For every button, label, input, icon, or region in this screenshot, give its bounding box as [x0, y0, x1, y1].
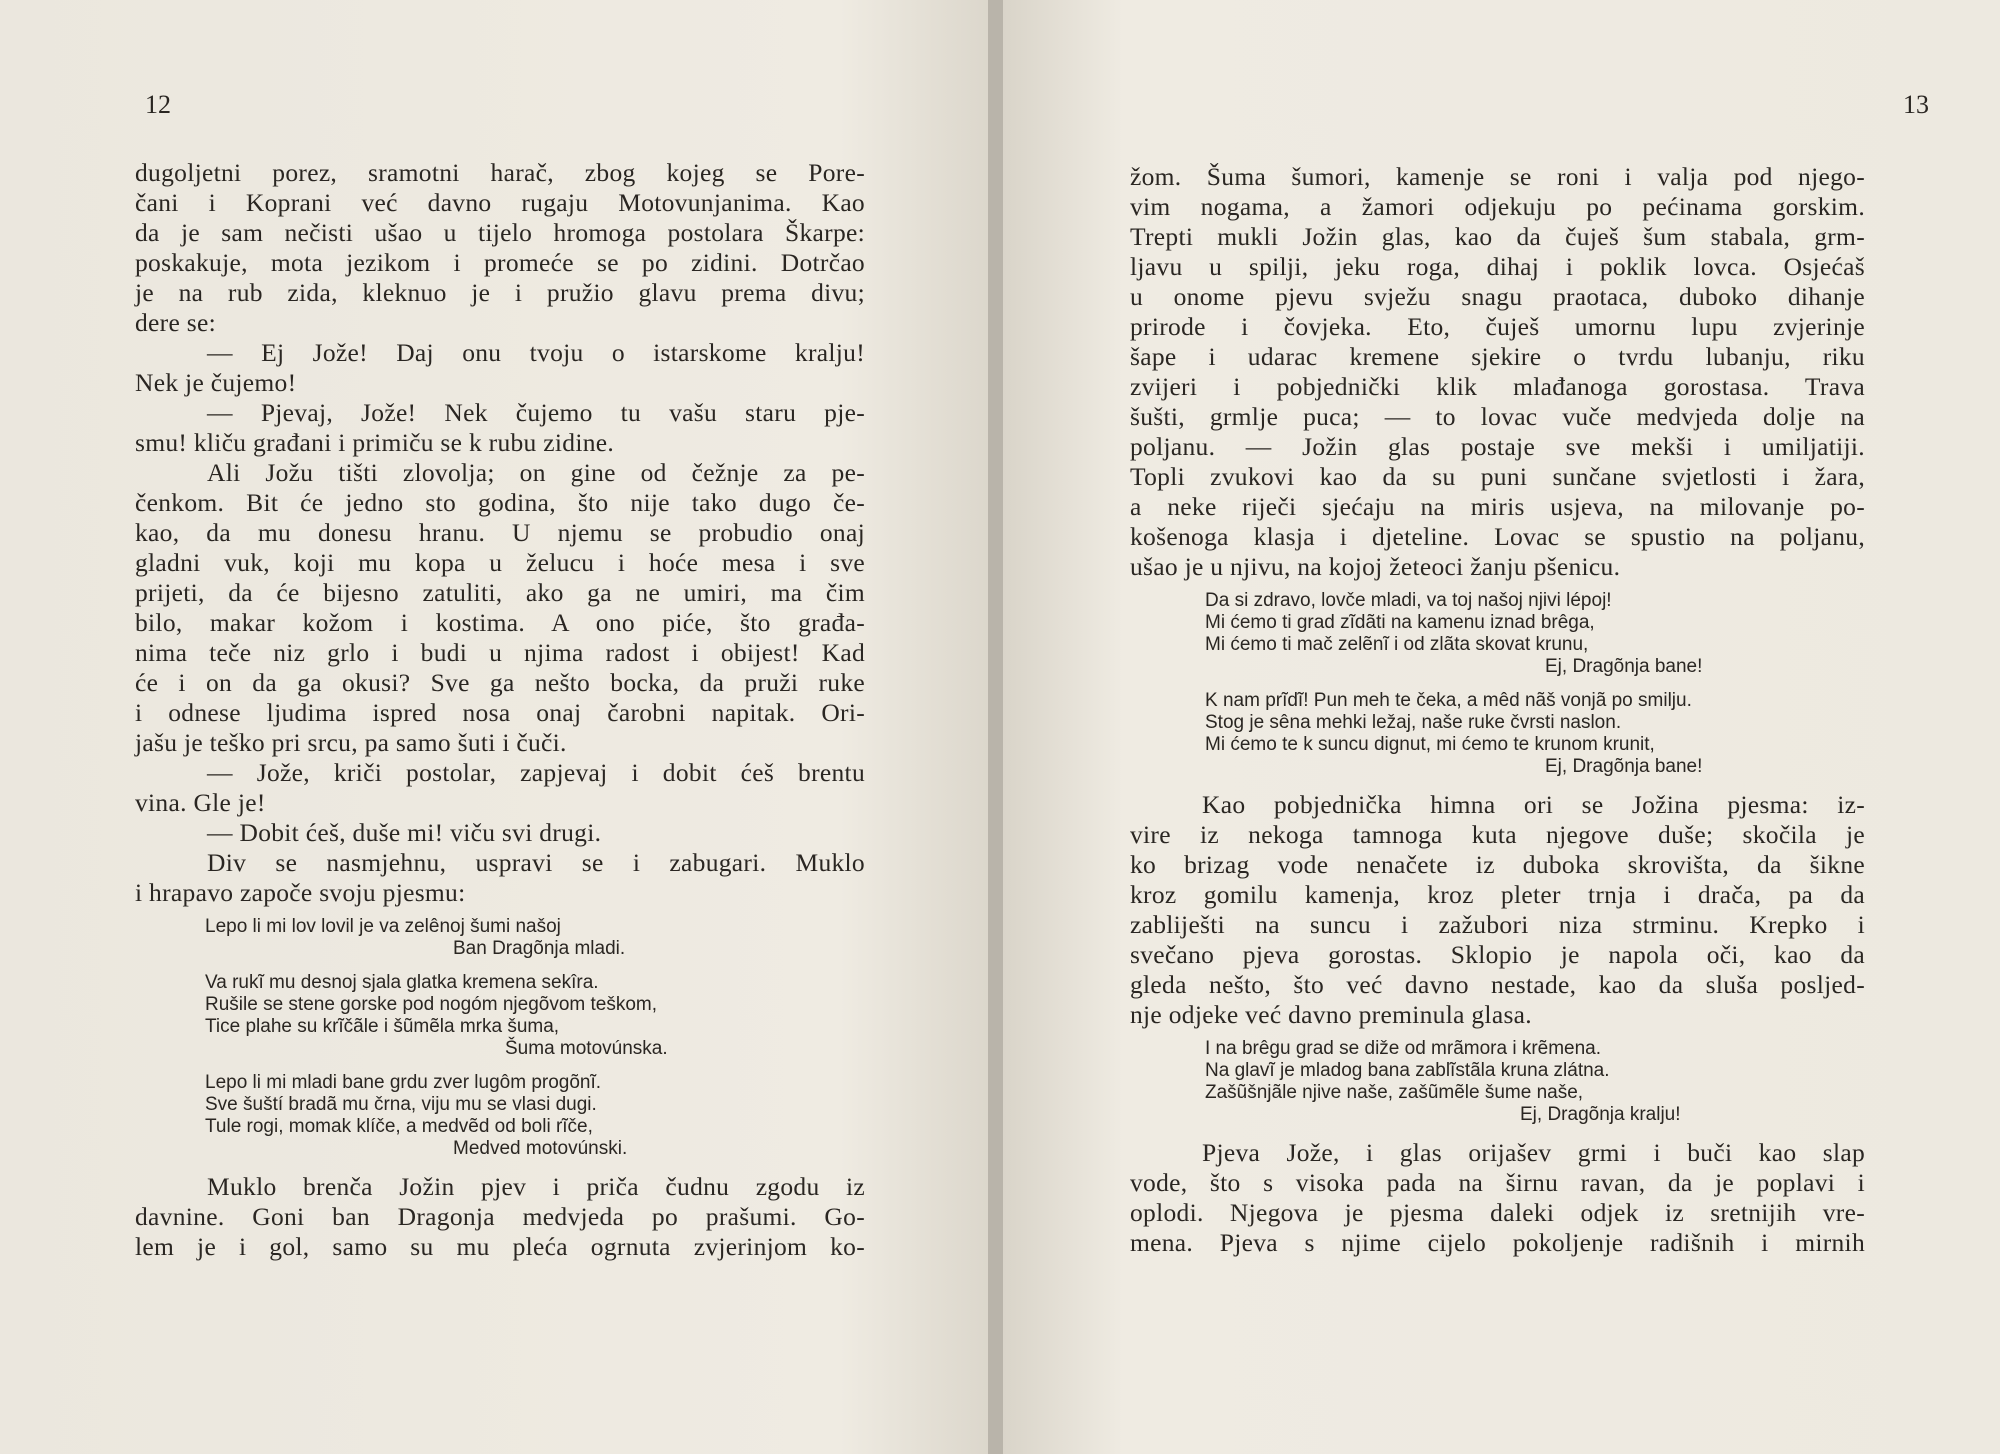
- poem-line: Ej, Dragõnja bane!: [1545, 656, 1703, 677]
- text-line: dugoljetni porez, sramotni harač, zbog kojeg se Pore-: [135, 158, 865, 187]
- text-line: prirode i čovjeka. Eto, čuješ umornu lupu zvjerinje: [1130, 312, 1865, 341]
- poem-stanza: [1205, 1038, 1865, 1126]
- poem-line: Lepo li mi lov lovil je va zelênoj šumi našoj: [205, 916, 561, 937]
- poem: [135, 916, 865, 1160]
- text-line: Nek je čujemo!: [135, 368, 297, 397]
- poem-line: I na brêgu grad se diže od mrãmora i krẽmena.: [1205, 1038, 1602, 1059]
- poem-line: Da si zdravo, lovče mladi, va toj našoj njivi lépoj!: [1205, 590, 1612, 611]
- left-page: [0, 0, 988, 1454]
- text-line: jašu je teško pri srcu, pa samo šuti i čuči.: [135, 728, 567, 757]
- text-line: smu! kliču građani i primiču se k rubu zidine.: [135, 428, 615, 457]
- text-line: u onome pjevu svježu snagu praotaca, duboko dihanje: [1130, 282, 1865, 311]
- poem-line: Lepo li mi mladi bane grdu zver lugôm progõnĩ.: [205, 1072, 602, 1093]
- text-line: košenoga klasja i djeteline. Lovac se spustio na poljanu,: [1130, 522, 1865, 551]
- text-line: vire iz nekoga tamnoga kuta njegove duše; skočila je: [1130, 820, 1865, 849]
- page-number-left: 12: [145, 90, 171, 119]
- poem-line: K nam prĩdĩ! Pun meh te čeka, a mêd nãš vonjã po smilju.: [1205, 690, 1692, 711]
- text-line: davnine. Goni ban Dragonja medvjeda po prašumi. Go-: [135, 1202, 865, 1231]
- text-line: — Dobit ćeš, duše mi! viču svi drugi.: [207, 818, 602, 847]
- text-line: vode, što s visoka pada na širnu ravan, da je poplavi i: [1130, 1168, 1865, 1197]
- text-line: šape i udarac kremene sjekire o tvrdu lubanju, riku: [1130, 342, 1865, 371]
- poem-line: Ej, Dragõnja bane!: [1545, 756, 1703, 777]
- poem-line: Tule rogi, momak klíče, a medvẽd od boli rĩče,: [205, 1116, 593, 1137]
- text-line: gleda nešto, što već davno nestade, kao da sluša posljed-: [1130, 970, 1865, 999]
- text-line: ljavu u spilji, jeku roga, dihaj i poklik lovca. Osjećaš: [1130, 252, 1865, 281]
- text-line: dere se:: [135, 308, 216, 337]
- text-line: bilo, makar kožom i kostima. A ono piće, što građa-: [135, 608, 865, 637]
- poem-stanza: [1205, 690, 1865, 778]
- text-line: mena. Pjeva s njime cijelo pokoljenje radišnih i mirnih: [1130, 1228, 1865, 1257]
- poem-line: Šuma motovúnska.: [505, 1038, 668, 1059]
- poem-stanza: [205, 916, 865, 960]
- poem-line: Zašũšnjãle njive naše, zašũmẽle šume naše,: [1205, 1082, 1584, 1103]
- poem-stanza: [1205, 590, 1865, 678]
- paragraph: [1130, 162, 1865, 582]
- text-line: poskakuje, mota jezikom i promeće se po zidini. Dotrčao: [135, 248, 865, 277]
- text-line: gladni vuk, koji mu kopa u želucu i hoće mesa i sve: [135, 548, 865, 577]
- text-line: Pjeva Jože, i glas orijašev grmi i buči kao slap: [1202, 1138, 1865, 1167]
- poem-line: Rušile se stene gorske pod nogóm njegõvom teškom,: [205, 994, 658, 1015]
- poem-line: Mi ćemo te k suncu dignut, mi ćemo te krunom krunit,: [1205, 734, 1655, 755]
- text-line: i odnese ljudima ispred nosa onaj čarobni napitak. Ori-: [135, 698, 865, 727]
- text-line: Div se nasmjehnu, uspravi se i zabugari. Muklo: [207, 848, 865, 877]
- page-number-right: 13: [1903, 90, 1929, 119]
- text-line: zvijeri i pobjednički klik mlađanoga gorostasa. Trava: [1130, 372, 1865, 401]
- text-line: vim nogama, a žamori odjekuju po pećinama gorskim.: [1130, 192, 1865, 221]
- paragraph: [135, 338, 865, 398]
- text-line: — Pjevaj, Jože! Nek čujemo tu vašu staru pje-: [207, 398, 865, 427]
- poem-stanza: [205, 972, 865, 1060]
- text-line: nje odjeke već davno preminula glasa.: [1130, 1000, 1532, 1029]
- poem-line: Va rukĩ mu desnoj sjala glatka kremena sekîra.: [205, 972, 599, 993]
- text-line: kao, da mu donesu hranu. U njemu se probudio onaj: [135, 518, 865, 547]
- text-line: oplodi. Njegova je pjesma daleki odjek iz sretnijih vre-: [1130, 1198, 1865, 1227]
- text-line: poljanu. — Jožin glas postaje sve mekši i umiljatiji.: [1130, 432, 1865, 461]
- text-line: Ali Jožu tišti zlovolja; on gine od čežnje za pe-: [207, 458, 865, 487]
- poem-line: Ej, Dragõnja kralju!: [1520, 1104, 1681, 1125]
- text-line: Topli zvukovi kao da su puni sunčane svjetlosti i žara,: [1130, 462, 1865, 491]
- right-page: [1003, 0, 2000, 1454]
- poem: [1130, 590, 1865, 778]
- text-line: — Jože, kriči postolar, zapjevaj i dobit ćeš brentu: [207, 758, 865, 787]
- poem-line: Ban Dragõnja mladi.: [453, 938, 626, 959]
- text-line: čani i Koprani već davno rugaju Motovunjanima. Kao: [135, 188, 865, 217]
- text-line: a neke riječi sjećaju na miris usjeva, na milovanje po-: [1130, 492, 1865, 521]
- paragraph: [135, 848, 865, 908]
- text-line: prijeti, da će bijesno zatuliti, ako ga ne umiri, ma čim: [135, 578, 865, 607]
- text-line: čenkom. Bit će jedno sto godina, što nije tako dugo če-: [135, 488, 865, 517]
- text-line: nima teče niz grlo i budi u njima radost i obijest! Kad: [135, 638, 865, 667]
- poem-line: Stog je sêna mehki ležaj, naše ruke čvrsti naslon.: [1205, 712, 1622, 733]
- text-line: — Ej Jože! Daj onu tvoju o istarskome kralju!: [207, 338, 865, 367]
- poem-stanza: [205, 1072, 865, 1160]
- paragraph: [1130, 790, 1865, 1030]
- text-line: je na rub zida, kleknuo je i pružio glavu prema divu;: [135, 278, 865, 307]
- book-gutter: [988, 0, 1003, 1454]
- poem-line: Medved motovúnski.: [453, 1138, 628, 1159]
- right-page-text: [1130, 162, 1865, 1258]
- poem-line: Mi ćemo ti grad zĩdãti na kamenu iznad brêga,: [1205, 612, 1595, 633]
- poem-line: Tice plahe su krĩčãle i šũmẽla mrka šuma,: [205, 1016, 560, 1037]
- text-line: zabliješti na suncu i zažubori niza strminu. Krepko i: [1130, 910, 1865, 939]
- poem-line: Na glavĩ je mladog bana zablĩstãla kruna zlátna.: [1205, 1060, 1610, 1081]
- text-line: lem je i gol, samo su mu pleća ogrnuta zvjerinjom ko-: [135, 1232, 865, 1261]
- text-line: žom. Šuma šumori, kamenje se roni i valja pod njego-: [1130, 162, 1865, 191]
- poem-line: Mi ćemo ti mač zelẽnĩ i od zlãta skovat krunu,: [1205, 634, 1589, 655]
- paragraph: [135, 1172, 865, 1262]
- poem: [1130, 1038, 1865, 1126]
- text-line: kroz gomilu kamenja, kroz pleter trnja i drača, pa da: [1130, 880, 1865, 909]
- poem-line: Sve šuští bradã mu črna, viju mu se vlasi dugi.: [205, 1094, 597, 1115]
- text-line: ko brizag vode nenačete iz duboka skrovišta, da šikne: [1130, 850, 1865, 879]
- left-page-text: [135, 158, 865, 1262]
- text-line: i hrapavo započe svoju pjesmu:: [135, 878, 466, 907]
- text-line: vina. Gle je!: [135, 788, 266, 817]
- text-line: Muklo brenča Jožin pjev i priča čudnu zgodu iz: [207, 1172, 865, 1201]
- paragraph: [1130, 1138, 1865, 1258]
- text-line: će i on da ga okusi? Sve ga nešto bocka, da pruži ruke: [135, 668, 865, 697]
- text-line: Trepti mukli Jožin glas, kao da čuješ šum stabala, grm-: [1130, 222, 1865, 251]
- paragraph: [135, 398, 865, 458]
- text-line: da je sam nečisti ušao u tijelo hromoga postolara Škarpe:: [135, 218, 865, 247]
- paragraph: [135, 818, 865, 848]
- paragraph: [135, 758, 865, 818]
- paragraph: [135, 458, 865, 758]
- text-line: ušao je u njivu, na kojoj žeteoci žanju pšenicu.: [1130, 552, 1621, 581]
- text-line: Kao pobjednička himna ori se Jožina pjesma: iz-: [1202, 790, 1865, 819]
- paragraph: [135, 158, 865, 338]
- text-line: šušti, grmlje puca; — to lovac vuče medvjeda dolje na: [1130, 402, 1865, 431]
- text-line: svečano pjeva gorostas. Sklopio je napola oči, kao da: [1130, 940, 1865, 969]
